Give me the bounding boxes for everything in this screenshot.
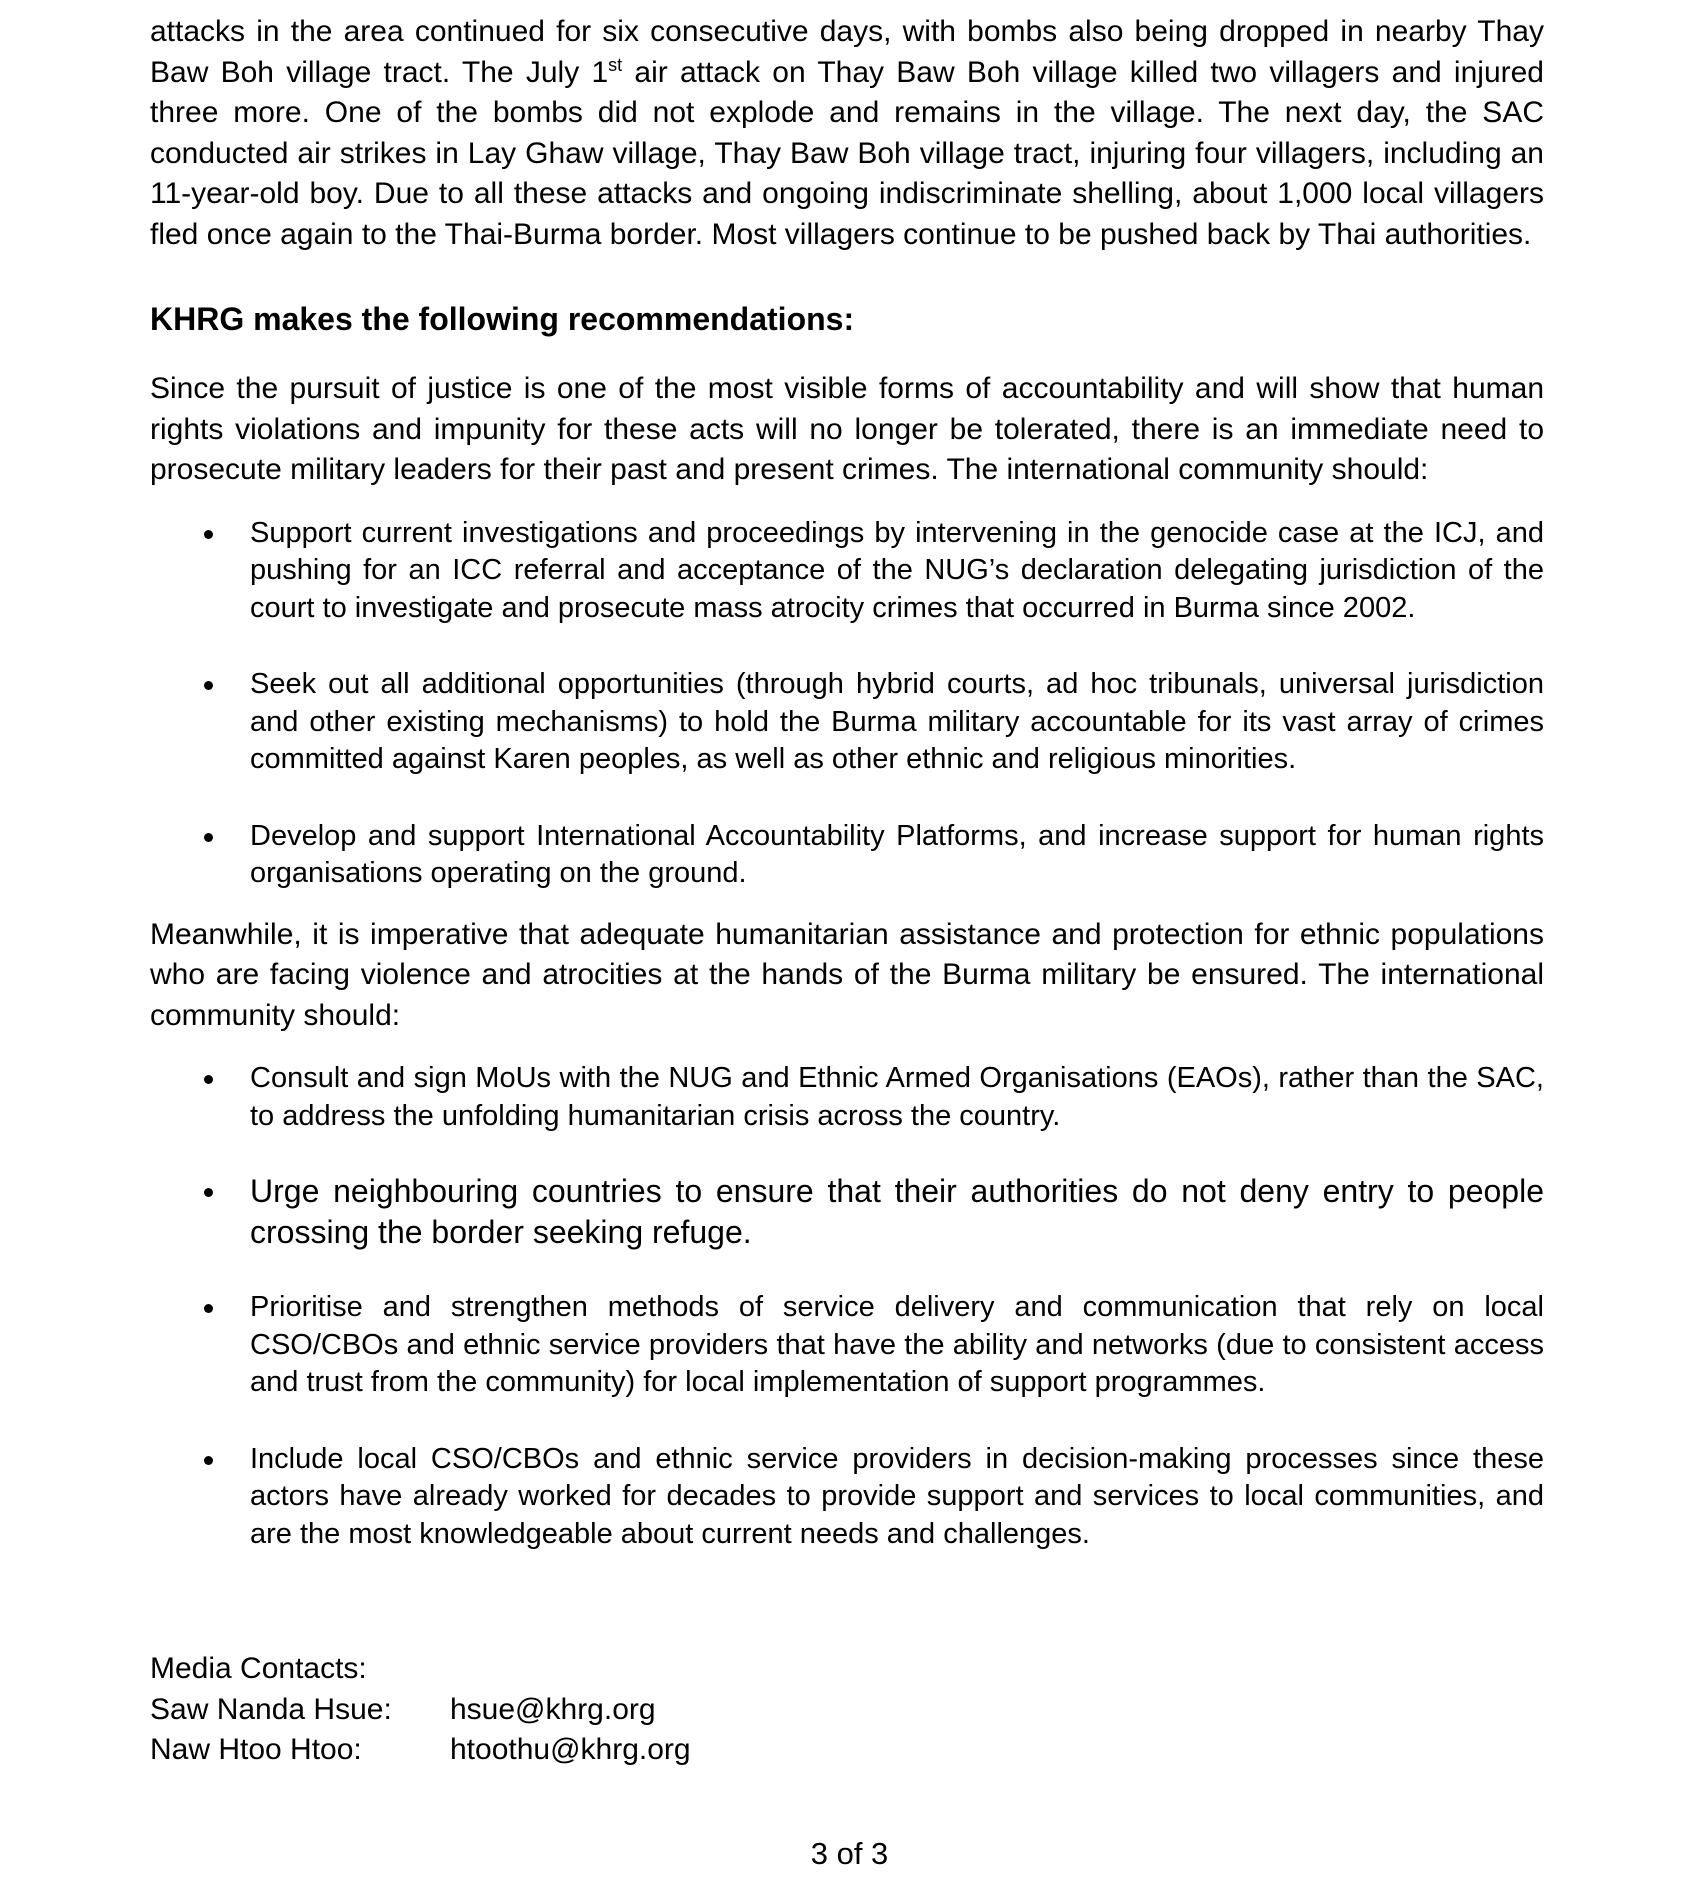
list-item: Include local CSO/CBOs and ethnic service providers in decision-making processes since these actors have already worked for decades to provide support and services to local communities, and are the most knowledgeable about current needs and challenges. xyxy=(150,1441,1544,1554)
justice-bullet-list xyxy=(150,515,1544,893)
list-item: Prioritise and strengthen methods of service delivery and communication that rely on local CSO/CBOs and ethnic service providers that have the ability and networks (due to consistent access and trust from the community) for local implementation of support programmes. xyxy=(150,1289,1544,1402)
intro-paragraph: attacks in the area continued for six consecutive days, with bombs also being dropped in nearby Thay Baw Boh village tract. The July 1st air attack on Thay Baw Boh village killed two villagers and injured three more. One of the bombs did not explode and remains in the village. The next day, the SAC conducted air strikes in Lay Ghaw village, Thay Baw Boh village tract, injuring four villagers, including an 11-year-old boy. Due to all these attacks and ongoing indiscriminate shelling, about 1,000 local villagers fled once again to the Thai-Burma border. Most villagers continue to be pushed back by Thai authorities. xyxy=(150,15,1544,251)
ordinal-suffix: st xyxy=(608,54,623,75)
media-contacts-label: Media Contacts: xyxy=(150,1652,367,1685)
list-item: Consult and sign MoUs with the NUG and Ethnic Armed Organisations (EAOs), rather than the SAC, to address the unfolding humanitarian crisis across the country. xyxy=(150,1060,1544,1135)
bullet-icon xyxy=(204,1075,213,1084)
justice-paragraph: Since the pursuit of justice is one of the most visible forms of accountability and will show that human rights violations and impunity for these acts will no longer be tolerated, there is an immediate need to prosecute military leaders for their past and present crimes. The international community should: xyxy=(150,372,1544,486)
media-contacts xyxy=(150,1649,1544,1771)
contact-name: Saw Nanda Hsue: xyxy=(150,1692,392,1726)
bullet-icon xyxy=(204,833,213,842)
bullet-icon xyxy=(204,1304,213,1313)
document-page xyxy=(150,12,1544,1771)
bullet-icon xyxy=(204,1456,213,1465)
humanitarian-paragraph: Meanwhile, it is imperative that adequate humanitarian assistance and protection for ethnic populations who are facing violence and atrocities at the hands of the Burma military be ensured. The international community should: xyxy=(150,917,1544,1032)
page-number: 3 of 3 xyxy=(810,1836,889,1871)
list-item: Urge neighbouring countries to ensure that their authorities do not deny entry to people crossing the border seeking refuge. xyxy=(150,1171,1544,1253)
list-item: Develop and support International Accountability Platforms, and increase support for human rights organisations operating on the ground. xyxy=(150,818,1544,893)
list-item: Seek out all additional opportunities (through hybrid courts, ad hoc tribunals, universal jurisdiction and other existing mechanisms) to hold the Burma military accountable for its vast array of crimes committed against Karen peoples, as well as other ethnic and religious minorities. xyxy=(150,666,1544,779)
contact-email-link[interactable]: hsue@khrg.org xyxy=(450,1692,656,1726)
bullet-icon xyxy=(204,530,213,539)
list-item: Support current investigations and proceedings by intervening in the genocide case at the ICJ, and pushing for an ICC referral and acceptance of the NUG’s declaration delegating jurisdiction of the court to investigate and prosecute mass atrocity crimes that occurred in Burma since 2002. xyxy=(150,515,1544,628)
bullet-icon xyxy=(204,681,213,690)
bullet-icon xyxy=(204,1188,213,1197)
contact-name: Naw Htoo Htoo: xyxy=(150,1733,362,1766)
contact-row xyxy=(150,1730,1544,1771)
recommendations-heading: KHRG makes the following recommendations: xyxy=(150,301,855,337)
contact-email-link[interactable]: htoothu@khrg.org xyxy=(450,1733,691,1766)
humanitarian-bullet-list xyxy=(150,1060,1544,1553)
contact-row xyxy=(150,1690,1544,1731)
